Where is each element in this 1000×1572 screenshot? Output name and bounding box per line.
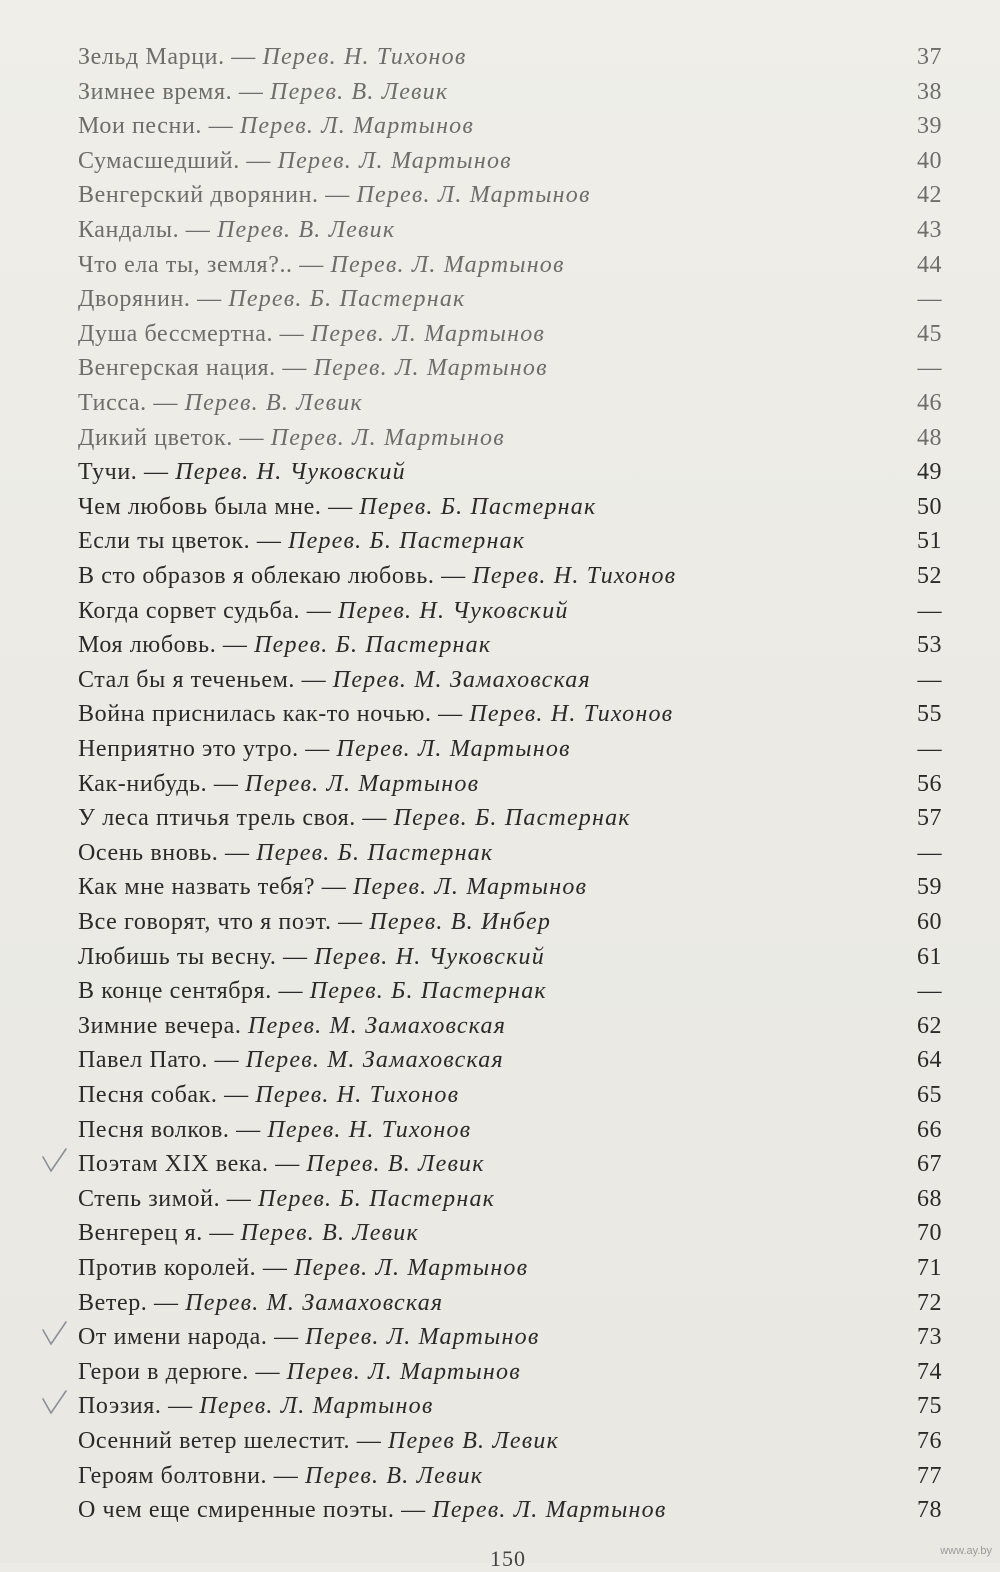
poem-title: Если ты цветок. [78, 528, 251, 555]
translator: Перев. Л. Мартынов [199, 1393, 434, 1420]
toc-row [0, 351, 1000, 385]
toc-row [0, 1009, 1000, 1043]
toc-entry [78, 836, 493, 870]
poem-title: Тучи. [78, 459, 138, 486]
page-number: 76 [917, 1428, 942, 1454]
translator: Перев. М. Замаховская [245, 1047, 504, 1074]
em-dash: — [239, 147, 278, 174]
toc-entry [78, 1182, 495, 1216]
em-dash: — [202, 1220, 241, 1247]
em-dash: — [355, 805, 394, 832]
translator: Перев. Н. Тихонов [472, 563, 677, 589]
toc-row [0, 732, 1000, 766]
translator: Перев. Н. Чуковский [314, 943, 545, 970]
page-number: 44 [917, 251, 942, 278]
em-dash: — [207, 1047, 246, 1074]
toc-row [0, 1424, 1000, 1458]
poem-title: Сумасшедший. [78, 147, 240, 174]
toc-entry [78, 421, 505, 455]
poem-title: Все говорят, что я поэт. [78, 909, 332, 935]
toc-row [0, 663, 1000, 697]
translator: Перев. Л. Мартынов [305, 1324, 540, 1351]
toc-entry [78, 213, 395, 247]
poem-title: От имени народа. [78, 1324, 268, 1351]
poem-title: Зельд Марци. [78, 44, 225, 70]
page-number: 38 [917, 78, 942, 105]
toc-entry [78, 1216, 419, 1250]
toc-row [0, 386, 1000, 420]
toc-entry [78, 767, 479, 801]
poem-title: Стал бы я теченьем. [78, 666, 295, 693]
em-dash: — [267, 1462, 305, 1489]
em-dash: — [250, 528, 289, 555]
poem-title: Чем любовь была мне. [78, 493, 322, 520]
toc-entry [78, 317, 545, 351]
poem-title: Как мне назвать тебя? [78, 874, 316, 901]
page-number: 51 [917, 528, 942, 555]
page-number: 40 [917, 147, 942, 174]
toc-entry [78, 905, 551, 939]
em-dash: — [207, 770, 246, 797]
poem-title: Песня волков. [78, 1116, 230, 1143]
em-dash: — [202, 113, 240, 140]
toc-entry [78, 109, 474, 143]
toc-entry [78, 386, 363, 420]
poem-title: Венгерская нация. [78, 355, 276, 382]
em-dash: — [294, 666, 333, 693]
page-number: — [917, 839, 942, 866]
poem-title: Как-нибудь. [78, 770, 208, 797]
toc-row [0, 1182, 1000, 1216]
toc-entry [78, 801, 631, 835]
page-number: — [917, 355, 942, 382]
toc-entry [78, 1493, 666, 1527]
translator: Перев. В. Левик [184, 390, 363, 416]
translator: Перев. Л. Мартынов [353, 874, 588, 901]
em-dash: — [217, 1082, 256, 1108]
em-dash: — [275, 355, 314, 382]
page-number: 72 [917, 1289, 942, 1316]
translator: Перев. Б. Пастернак [228, 286, 466, 313]
poem-title: Неприятно это утро. [78, 736, 299, 762]
toc-row [0, 594, 1000, 628]
page-number: 50 [917, 493, 942, 520]
page-number: 68 [917, 1185, 942, 1212]
translator: Перев. Н. Тихонов [255, 1082, 460, 1108]
em-dash: — [232, 424, 271, 451]
em-dash: — [179, 217, 217, 243]
translator: Перев. Л. Мартынов [277, 147, 512, 174]
translator: Перев. Л. Мартынов [432, 1497, 667, 1524]
em-dash: — [161, 1393, 200, 1420]
page-number: 64 [917, 1047, 942, 1074]
poem-title: Зимнее время. [78, 78, 233, 105]
em-dash: — [276, 943, 315, 970]
poem-title: Когда сорвет судьба. [78, 597, 301, 624]
toc-entry [78, 1355, 521, 1389]
translator: Перев. Л. Мартынов [330, 251, 565, 278]
pencil-check-mark-icon [40, 1147, 68, 1175]
site-watermark: www.ay.by [940, 1545, 992, 1557]
toc-row [0, 1147, 1000, 1181]
toc-entry [78, 282, 465, 316]
pencil-check-mark-icon [40, 1320, 68, 1348]
toc-entry [78, 1389, 433, 1423]
translator: Перев. Л. Мартынов [336, 736, 571, 762]
translator: Перев. Л. Мартынов [286, 1358, 521, 1385]
toc-row [0, 1078, 1000, 1112]
poem-title: Поэзия. [78, 1393, 162, 1420]
poem-title: Дикий цветок. [78, 424, 233, 451]
toc-entry [78, 1078, 459, 1112]
toc-row [0, 1113, 1000, 1147]
toc-entry [78, 524, 525, 558]
translator: Перев. Л. Мартынов [245, 770, 480, 797]
poem-title: Степь зимой. [78, 1185, 221, 1212]
translator: Перев. Л. Мартынов [310, 320, 546, 347]
em-dash: — [256, 1255, 295, 1281]
toc-entry [78, 75, 448, 109]
em-dash: — [190, 286, 229, 313]
page-number: 74 [917, 1358, 942, 1385]
poem-title: Зимние вечера. [78, 1012, 242, 1039]
toc-entry [78, 1459, 483, 1493]
toc-entry [78, 1147, 485, 1181]
toc-row [0, 1459, 1000, 1493]
toc-entry [78, 870, 587, 904]
toc-entry [78, 1286, 443, 1320]
translator: Перев. В. Левик [304, 1462, 484, 1489]
toc-row [0, 801, 1000, 835]
toc-row [0, 282, 1000, 316]
em-dash: — [218, 839, 257, 866]
em-dash: — [271, 978, 310, 1005]
translator: Перев. Н. Тихонов [262, 44, 467, 70]
translator: Перев. Б. Пастернак [256, 839, 494, 866]
em-dash: — [229, 1116, 268, 1143]
page-number: 39 [917, 113, 942, 140]
toc-entry [78, 351, 548, 385]
toc-row [0, 213, 1000, 247]
page-number: 60 [917, 909, 942, 935]
translator: Перев. В. Инбер [369, 909, 552, 935]
em-dash: — [318, 182, 357, 209]
translator: Перев. Л. Мартынов [239, 113, 474, 140]
toc-row [0, 559, 1000, 593]
page-number: 61 [917, 943, 942, 970]
page-number: — [917, 286, 942, 313]
translator: Перев. В. Левик [216, 217, 396, 243]
poem-title: Любишь ты весну. [78, 943, 277, 970]
page-number: 45 [917, 320, 942, 347]
toc-row [0, 697, 1000, 731]
toc-entry [78, 559, 676, 593]
translator: Перев. Л. Мартынов [294, 1255, 529, 1281]
page-number: 73 [917, 1324, 942, 1351]
page-number: 75 [917, 1393, 942, 1420]
em-dash: — [267, 1324, 306, 1351]
toc-row [0, 1355, 1000, 1389]
page-number: 53 [917, 632, 942, 659]
translator: Перев. В. Левик [270, 78, 449, 105]
toc-entry [78, 490, 596, 524]
toc-entry [78, 178, 591, 212]
toc-row [0, 317, 1000, 351]
page-number: 62 [917, 1012, 942, 1039]
em-dash: — [216, 632, 255, 659]
em-dash: — [248, 1358, 287, 1385]
toc-entry [78, 628, 491, 662]
em-dash: — [321, 493, 360, 520]
toc-row [0, 870, 1000, 904]
toc-row [0, 905, 1000, 939]
toc-entry [78, 40, 466, 74]
toc-row [0, 1286, 1000, 1320]
translator: Перев. Л. Мартынов [270, 424, 505, 451]
translator: Перев. М. Замаховская [332, 666, 591, 693]
toc-row [0, 1493, 1000, 1527]
em-dash: — [394, 1497, 433, 1524]
translator: Перев. Л. Мартынов [313, 355, 548, 382]
toc-row [0, 940, 1000, 974]
page-number: — [917, 597, 942, 624]
em-dash: — [315, 874, 354, 901]
toc-row [0, 524, 1000, 558]
em-dash: — [137, 459, 176, 486]
toc-row [0, 421, 1000, 455]
poem-title: Герои в дерюге. [78, 1358, 249, 1385]
translator: Перев. Б. Пастернак [258, 1185, 496, 1212]
page-number: 77 [917, 1462, 942, 1489]
em-dash: — [224, 44, 263, 70]
em-dash: — [268, 1151, 307, 1178]
translator: Перев. Л. Мартынов [356, 182, 591, 209]
page-number: 55 [917, 701, 942, 728]
page-number: — [917, 736, 942, 762]
translator: Перев. Б. Пастернак [288, 528, 526, 555]
em-dash: — [431, 701, 470, 728]
translator: Перев. Б. Пастернак [393, 805, 631, 832]
page-number: 65 [917, 1082, 942, 1108]
page-number: 71 [917, 1255, 942, 1281]
poem-title: Что ела ты, земля?.. [78, 251, 293, 278]
em-dash: — [434, 563, 473, 589]
toc-entry [78, 248, 565, 282]
poem-title: Венгерский дворянин. [78, 182, 319, 209]
toc-row [0, 836, 1000, 870]
poem-title: Душа бессмертна. [78, 320, 274, 347]
translator: Перев. Н. Тихонов [469, 701, 674, 728]
toc-entry [78, 1320, 539, 1354]
poem-title: О чем еще смиренные поэты. [78, 1497, 395, 1524]
toc-row [0, 1043, 1000, 1077]
em-dash: — [232, 78, 271, 105]
toc-row [0, 40, 1000, 74]
toc-row [0, 628, 1000, 662]
toc-row [0, 767, 1000, 801]
page-number: 59 [917, 874, 942, 901]
toc-entry [78, 594, 569, 628]
page-number: 46 [917, 390, 942, 416]
poem-title: Тисса. [78, 390, 147, 416]
poem-title: Песня собак. [78, 1082, 218, 1108]
poem-title: Осенний ветер шелестит. [78, 1428, 351, 1454]
toc-entry [78, 1251, 528, 1285]
toc-row [0, 1251, 1000, 1285]
toc-row [0, 1320, 1000, 1354]
translator: Перев. Б. Пастернак [359, 493, 597, 520]
page-number: 37 [917, 44, 942, 70]
poem-title: Против королей. [78, 1255, 257, 1281]
page-number: 43 [917, 217, 942, 243]
poem-title: Война приснилась как-то ночью. [78, 701, 432, 728]
toc-entry [78, 732, 571, 766]
poem-title: Моя любовь. [78, 632, 217, 659]
poem-title: Осень вновь. [78, 839, 219, 866]
poem-title: Ветер. [78, 1289, 148, 1316]
poem-title: У леса птичья трель своя. [78, 805, 356, 832]
toc-entry [78, 1424, 559, 1458]
em-dash: — [292, 251, 331, 278]
toc-entry [78, 1113, 471, 1147]
page-number: 42 [917, 182, 942, 209]
em-dash: — [331, 909, 370, 935]
em-dash: — [298, 736, 337, 762]
em-dash: — [273, 320, 311, 347]
page-number: 78 [917, 1497, 942, 1524]
poem-title: Поэтам XIX века. [78, 1151, 269, 1178]
page-number: 48 [917, 424, 942, 451]
toc-row [0, 974, 1000, 1008]
toc-row [0, 109, 1000, 143]
toc-row [0, 490, 1000, 524]
toc-row [0, 144, 1000, 178]
toc-row [0, 1389, 1000, 1423]
toc-entry [78, 974, 547, 1008]
toc-entry [78, 940, 545, 974]
translator: Перев В. Левик [387, 1428, 560, 1454]
poem-title: Мои песни. [78, 113, 203, 140]
em-dash: — [300, 597, 338, 624]
em-dash: — [350, 1428, 388, 1454]
translator: Перев. В. Левик [240, 1220, 419, 1247]
page-number: 66 [917, 1116, 942, 1143]
translator: Перев. Н. Чуковский [175, 459, 406, 486]
toc-row [0, 75, 1000, 109]
page-number: — [917, 978, 942, 1005]
em-dash: — [146, 390, 185, 416]
toc-row [0, 248, 1000, 282]
translator: Перев. В. Левик [306, 1151, 485, 1178]
page-number: 56 [917, 770, 942, 797]
poem-title: Венгерец я. [78, 1220, 203, 1247]
toc-entry [78, 1043, 504, 1077]
em-dash: — [220, 1185, 258, 1212]
translator: Перев. М. Замаховская [248, 1012, 507, 1039]
poem-title: Павел Пато. [78, 1047, 208, 1074]
page-number: 70 [917, 1220, 942, 1247]
poem-title: Кандалы. [78, 217, 180, 243]
translator: Перев. Б. Пастернак [309, 978, 547, 1005]
translator: Перев. Н. Тихонов [267, 1116, 472, 1143]
toc-entry [78, 1009, 506, 1043]
toc-entry [78, 144, 512, 178]
page-number: 52 [917, 563, 942, 589]
page-number: 67 [917, 1151, 942, 1178]
poem-title: Героям болтовни. [78, 1462, 268, 1489]
page-number: 49 [917, 459, 942, 486]
toc-entry [78, 697, 673, 731]
toc-row [0, 178, 1000, 212]
pencil-check-mark-icon [40, 1389, 68, 1417]
page-number: 57 [917, 805, 942, 832]
em-dash: — [147, 1289, 186, 1316]
toc-entry [78, 455, 406, 489]
page-number: — [917, 666, 942, 693]
translator: Перев. Б. Пастернак [254, 632, 492, 659]
translator: Перев. Н. Чуковский [337, 597, 569, 624]
toc-entry [78, 663, 591, 697]
page-folio: 150 [490, 1546, 526, 1571]
toc-row [0, 455, 1000, 489]
poem-title: В конце сентября. [78, 978, 272, 1005]
toc-row [0, 1216, 1000, 1250]
poem-title: Дворянин. [78, 286, 191, 313]
poem-title: В сто образов я облекаю любовь. [78, 563, 435, 589]
translator: Перев. М. Замаховская [185, 1289, 444, 1316]
